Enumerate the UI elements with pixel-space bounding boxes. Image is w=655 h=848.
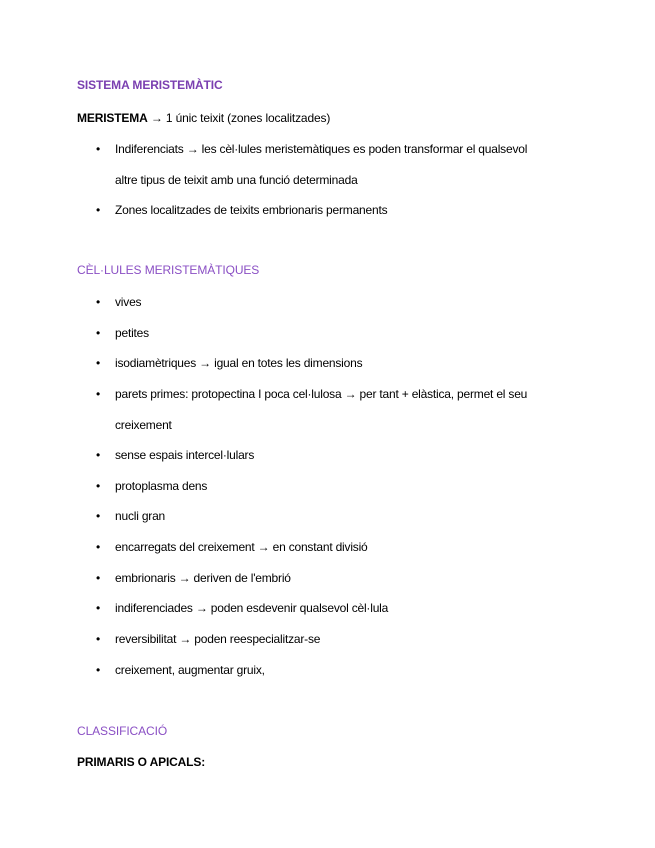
bullet-marker: • bbox=[96, 142, 101, 156]
list-item: indiferenciades → poden esdevenir qualsevol cèl·lula bbox=[115, 601, 389, 615]
bullet-marker: • bbox=[96, 448, 101, 462]
bullet-marker: • bbox=[96, 326, 101, 340]
meristema-description: → 1 únic teixit (zones localitzades) bbox=[147, 111, 331, 125]
list-item: parets primes: protopectina I poca cel·lulosa → per tant + elàstica, permet el seu bbox=[115, 387, 528, 401]
bullet-marker: • bbox=[96, 203, 101, 217]
list-item-continuation: altre tipus de teixit amb una funció determinada bbox=[115, 173, 358, 187]
bullet-marker: • bbox=[96, 571, 101, 585]
list-item: protoplasma dens bbox=[115, 479, 208, 493]
list-item: embrionaris → deriven de l'embrió bbox=[115, 571, 291, 585]
heading-cellules-meristematiques: CÈL·LULES MERISTEMÀTIQUES bbox=[77, 263, 260, 277]
bullet-marker: • bbox=[96, 632, 101, 646]
bullet-marker: • bbox=[96, 387, 101, 401]
bullet-marker: • bbox=[96, 356, 101, 370]
bullet-marker: • bbox=[96, 663, 101, 677]
list-item: sense espais intercel·lulars bbox=[115, 448, 255, 462]
heading-classificacio: CLASSIFICACIÓ bbox=[77, 724, 168, 738]
list-item: nucli gran bbox=[115, 509, 166, 523]
bullet-marker: • bbox=[96, 540, 101, 554]
list-item: encarregats del creixement → en constant divisió bbox=[115, 540, 368, 554]
list-item: isodiamètriques → igual en totes les dimensions bbox=[115, 356, 363, 370]
meristema-definition bbox=[77, 111, 330, 125]
meristema-term: MERISTEMA bbox=[77, 111, 148, 125]
heading-sistema-meristematic: SISTEMA MERISTEMÀTIC bbox=[77, 78, 223, 92]
list-item: reversibilitat → poden reespecialitzar-se bbox=[115, 632, 321, 646]
list-item: vives bbox=[115, 295, 142, 309]
bullet-marker: • bbox=[96, 601, 101, 615]
list-item: creixement, augmentar gruix, bbox=[115, 663, 265, 677]
bullet-marker: • bbox=[96, 509, 101, 523]
bullet-marker: • bbox=[96, 479, 101, 493]
bullet-marker: • bbox=[96, 295, 101, 309]
list-item: Indiferenciats → les cèl·lules meristemàtiques es poden transformar el qualsevol bbox=[115, 142, 528, 156]
subheading-primaris-apicals: PRIMARIS O APICALS: bbox=[77, 755, 206, 769]
list-item-continuation: creixement bbox=[115, 418, 172, 432]
list-item: petites bbox=[115, 326, 149, 340]
list-item: Zones localitzades de teixits embrionaris permanents bbox=[115, 203, 388, 217]
